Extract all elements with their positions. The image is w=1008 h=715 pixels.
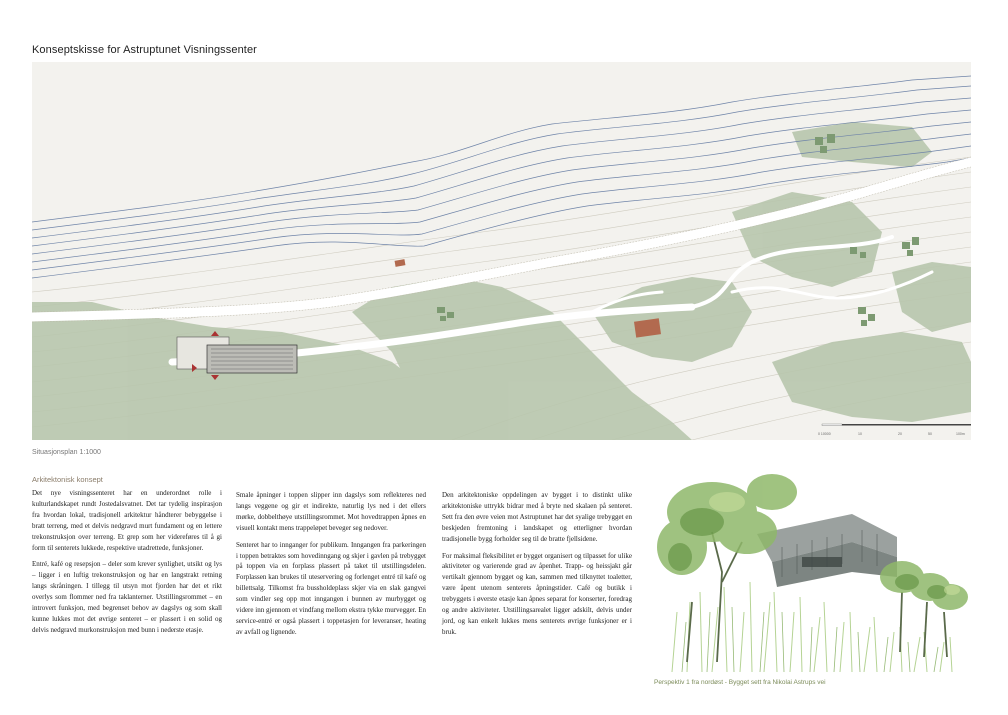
paragraph: For maksimal fleksibilitet er bygget organisert og tilpasset for ulike aktiviteter og varierende grad av åpenhet. Trapp- og heissjakt går vertikalt gjennom bygget og kan, sammen med tilknyttet toaletter, være åpent utenom senterets åpningstider. Café og butikk i trebyggets i øverste etasje kan åpnes separat for konserter, foredrag og andre aktiviteter. Utstillingsarealet ligger adskilt, delvis under jord, og kan enkelt lukkes mens senterets øvrige funksjoner er i bruk. xyxy=(442,551,632,636)
site-plan-caption: Situasjonsplan 1:1000 xyxy=(32,449,101,456)
paragraph: Smale åpninger i toppen slipper inn dagslys som reflekteres ned langs veggene og gir et indirekte, naturlig lys ned i det ellers mørke, dobbelthøye utstillingsrommet. Mot hovedtrappen åpnes en visuell kontakt mens trappeløpet beveger seg nedover. xyxy=(236,491,426,532)
page-title: Konseptskisse for Astruptunet Visningssenter xyxy=(32,44,257,56)
perspective-caption: Perspektiv 1 fra nordøst - Bygget sett fra Nikolai Astrups vei xyxy=(654,679,826,686)
scale-label-3: 50 xyxy=(928,432,932,436)
scale-label-1: 10 xyxy=(858,432,862,436)
text-column-1 xyxy=(32,488,222,642)
text-column-3 xyxy=(442,490,632,644)
paragraph: Den arkitektoniske oppdelingen av bygget i to distinkt ulike arkitektoniske uttrykk bidrar med å bryte ned skalaen på senteret. Sett fra den øvre veien mot Astruptunet har det syalige trebygget en beskjeden fremtoning i landskapet og etterligner hvordan tradisjonelle bygg forholder seg til de bratte fjellsidene. xyxy=(442,491,632,543)
scale-label-4: 100m xyxy=(956,432,965,436)
scale-label-0: 0 10000 xyxy=(818,432,831,436)
scale-label-2: 20 xyxy=(898,432,902,436)
perspective-sketch xyxy=(652,462,970,672)
paragraph: Senteret har to innganger for publikum. Inngangen fra parkeringen i toppen betraktes som hovedinngang og skjer i gavlen på trebygget på toppen via en forplass plassert på taket til utstillingsdelen. Forplassen kan brukes til uteservering og forlenget entré til kafé og billettsalg. Tilkomst fra bussholdeplass skjer via en slak gangvei som vindler seg opp mot inngangen i bunnen av murbygget og videre inn gjennom et vindfang mellom ekstra tykke murvegger. En service-entré er også plassert i toppetasjen for leveranser, heating av avfall og lignende. xyxy=(236,540,426,636)
paragraph: Entré, kafé og resepsjon – deler som krever synlighet, utsikt og lys – ligger i en luftig trekonstruksjon og har en langstrakt retning langs skråningen. I tillegg til utsyn mot fjorden har det et rikt overlys som flommer ned fra taklanterner. Utstillingsrommet – en introvert funksjon, med begrenset behov av dagslys og som skall kunne lukkes mot det øvrige senteret – er plassert i en solid og delvis nedgravd murkonstruksjon med bunn i nederste etasje. xyxy=(32,560,222,634)
section-heading: Arkitektonisk konsept xyxy=(32,475,103,484)
paragraph: Det nye visningssenteret har en underordnet rolle i kulturlandskapet rundt Jostedalsvatnet. Det tar tydelig inspirasjon fra hvordan lokal, tradisjonell arkitektur håndterer bebyggelse i bratt terreng, med et delvis nedgravd murt fundament og en lettere trekonstruksjon over terreng. Et grep som her videreføres til å gi form til senterets lukkede, respektive utadrettede, funksjoner. xyxy=(32,489,222,552)
site-plan-map xyxy=(32,62,971,440)
text-column-2 xyxy=(236,490,426,644)
